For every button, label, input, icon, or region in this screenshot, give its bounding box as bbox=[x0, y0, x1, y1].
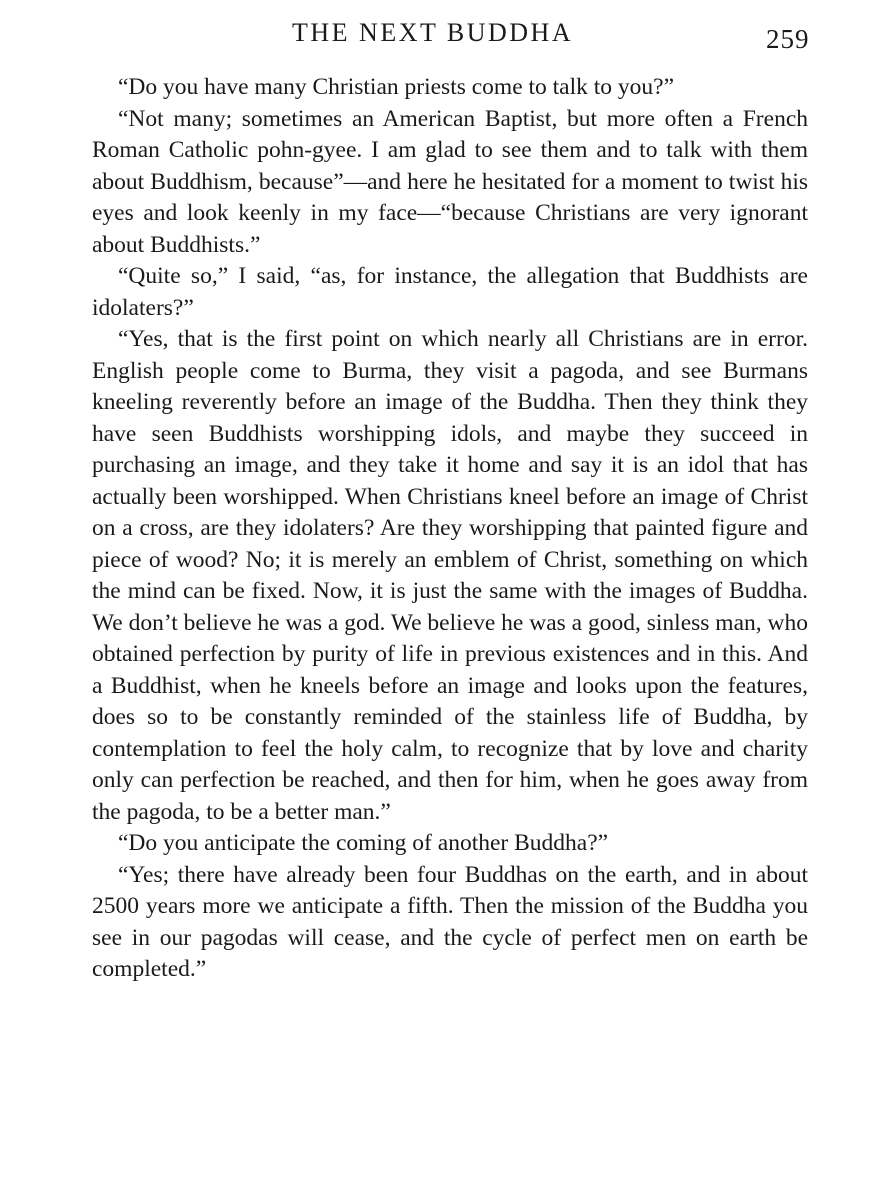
paragraph: “Quite so,” I said, “as, for instance, the allegation that Buddhists are idolaters?” bbox=[92, 263, 808, 321]
paragraph: “Not many; sometimes an American Baptist, but more often a French Roman Catholic pohn-gyee. I am glad to see them and to talk with them about Buddhism, because”—and here he hesitated for a moment to twist his eyes and look keenly in my face—“because Christians are very ignorant about Buddhists.” bbox=[92, 105, 808, 258]
paragraph: “Do you have many Christian priests come to talk to you?” bbox=[118, 74, 675, 100]
paragraph: “Yes, that is the first point on which nearly all Christians are in error. English people come to Burma, they visit a pagoda, and see Burmans kneeling reverently before an image of the Buddha. Then they think they have seen Buddhists worshipping idols, and maybe they succeed in purchasing an image, and they take it home and say it is an idol that has actually been worshipped. When Christians kneel before an image of Christ on a cross, are they idolaters? Are they worshipping that painted figure and piece of wood? No; it is merely an emblem of Christ, something on which the mind can be fixed. Now, it is just the same with the images of Buddha. We don’t believe he was a god. We believe he was a good, sinless man, who obtained perfection by purity of life in previous existences and in this. And a Buddhist, when he kneels before an image and looks upon the features, does so to be constantly reminded of the stainless life of Buddha, by contemplation to feel the holy calm, to recognize that by love and charity only can perfection be reached, and then for him, when he goes away from the pagoda, to be a better man.” bbox=[92, 326, 808, 825]
running-head bbox=[0, 14, 891, 54]
paragraph: “Do you anticipate the coming of another Buddha?” bbox=[118, 830, 609, 856]
page-number: 259 bbox=[766, 24, 810, 54]
paragraph: “Yes; there have already been four Buddhas on the earth, and in about 2500 years more we anticipate a fifth. Then the mission of the Buddha you see in our pagodas will cease, and the cycle of perfect men on earth be completed.” bbox=[92, 861, 808, 982]
body-text bbox=[92, 72, 808, 986]
running-title: THE NEXT BUDDHA bbox=[292, 18, 574, 47]
